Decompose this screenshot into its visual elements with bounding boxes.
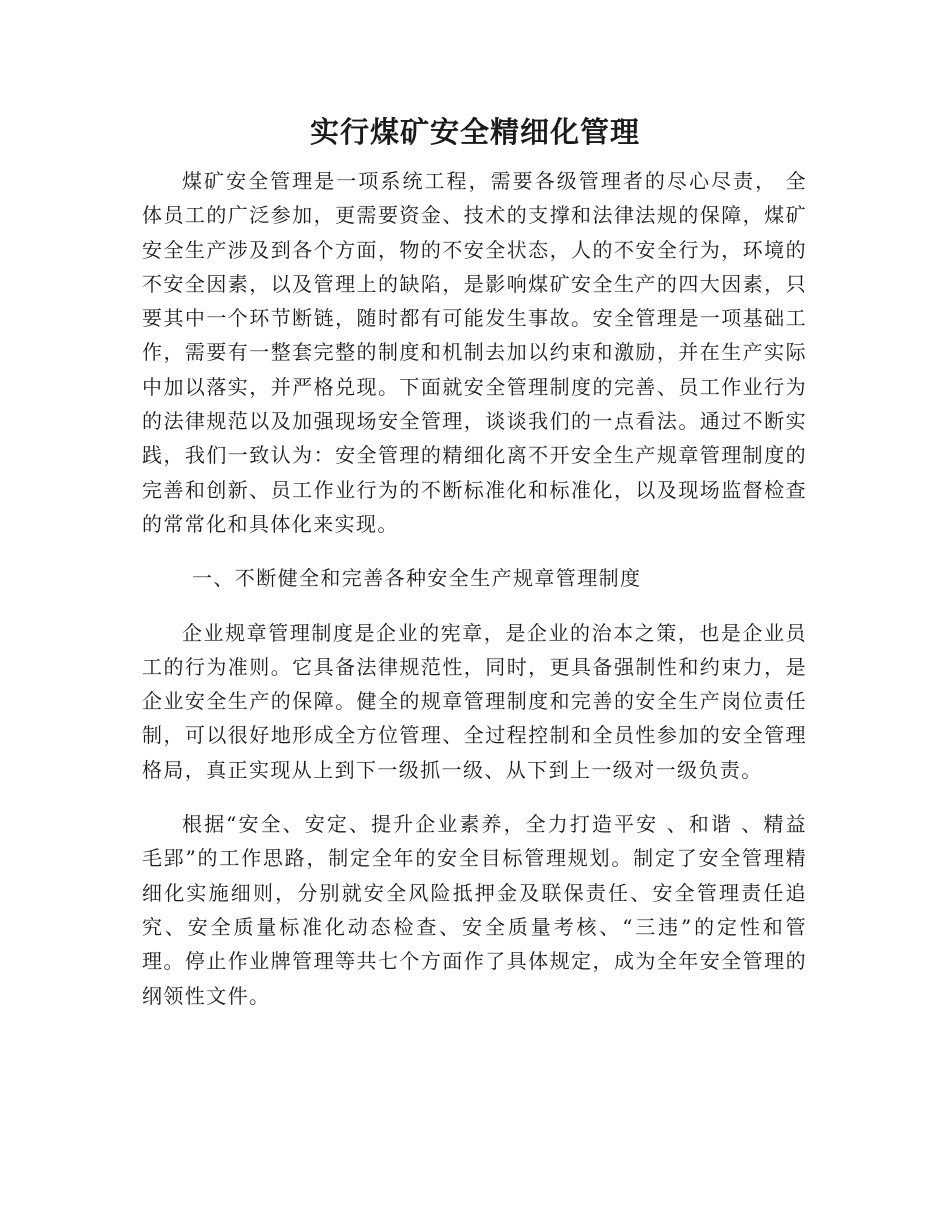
section-heading-1: 一、不断健全和完善各种安全生产规章管理制度: [192, 566, 642, 591]
document-body: [142, 164, 807, 1013]
paragraph-intro: 煤矿安全管理是一项系统工程，需要各级管理者的尽心尽责， 全体员工的广泛参加，更需要资金、技术的支撑和法律法规的保障，煤矿安全生产涉及到各个方面，物的不安全状态，人的不安全行为，环境的不安全因素，以及管理上的缺陷，是影响煤矿安全生产的四大因素，只要其中一个环节断链，随时都有可能发生事故。安全管理是一项基础工作，需要有一整套完整的制度和机制去加以约束和激励，并在生产实际中加以落实，并严格兑现。下面就安全管理制度的完善、员工作业行为的法律规范以及加强现场安全管理，谈谈我们的一点看法。通过不断实践，我们一致认为：安全管理的精细化离不开安全生产规章管理制度的完善和创新、员工作业行为的不断标准化和标准化，以及现场监督检查的常常化和具体化来实现。: [142, 169, 807, 536]
document-title: 实行煤矿安全精细化管理: [309, 115, 640, 149]
paragraph-work-plan: 根据“安全、安定、提升企业素养，全力打造平安 、和谐 、精益毛郢”的工作思路，制定全年的安全目标管理规划。制定了安全管理精细化实施细则，分别就安全风险抵押金及联保责任、安全管理责任追究、安全质量标准化动态检查、安全质量考核、“三违”的定性和管理。停止作业牌管理等共七个方面作了具体规定，成为全年安全管理的纲领性文件。: [142, 812, 807, 1008]
paragraph-regulations: 企业规章管理制度是企业的宪章，是企业的治本之策，也是企业员工的行为准则。它具备法律规范性，同时，更具备强制性和约束力，是企业安全生产的保障。健全的规章管理制度和完善的安全生产岗位责任制，可以很好地形成全方位管理、全过程控制和全员性参加的安全管理格局，真正实现从上到下一级抓一级、从下到上一级对一级负责。: [142, 620, 807, 782]
